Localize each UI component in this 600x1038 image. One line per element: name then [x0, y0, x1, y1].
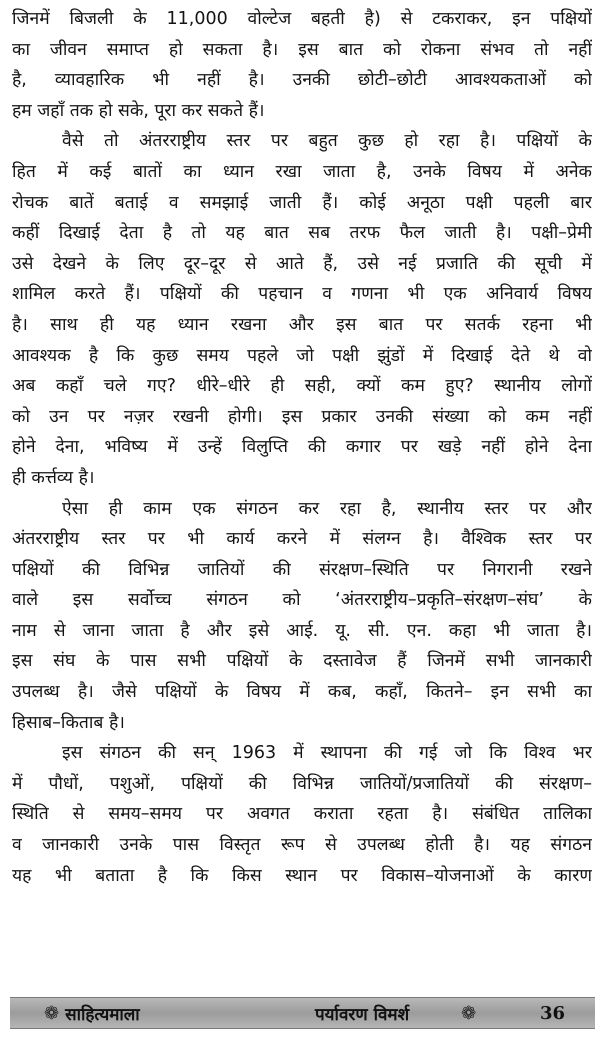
text-line: का जीवन समाप्त हो सकता है। इस बात को रोकना संभव तो नहीं [12, 39, 592, 60]
text-line: को उन पर नज़र रखनी होगी। इस प्रकार उनकी संख्या को कम नहीं [12, 406, 592, 427]
flower-ornament-icon: ❁ [461, 1002, 477, 1024]
paragraph-start-line: वैसे तो अंतरराष्ट्रीय स्तर पर बहुत कुछ हो रहा है। पक्षियों के [62, 131, 592, 152]
book-title: साहित्यमाला [65, 1004, 140, 1025]
text-line: आवश्यक है कि कुछ समय पहले जो पक्षी झुंडों में दिखाई देते थे वो [12, 345, 592, 366]
text-line: स्थिति से समय–समय पर अवगत कराता रहता है। संबंधित तालिका [12, 804, 592, 825]
page-body [12, 4, 592, 891]
text-line: कहीं दिखाई देता है तो यह बात सब तरफ फैल जाती है। पक्षी–प्रेमी [12, 223, 592, 244]
text-line: पक्षियों की विभिन्न जातियों की संरक्षण–स्थिति पर निगरानी रखने [12, 559, 592, 580]
text-line: ही कर्त्तव्य है। [12, 467, 95, 488]
text-line: हित में कई बातों का ध्यान रखा जाता है, उनके विषय में अनेक [12, 161, 592, 182]
text-line: जिनमें बिजली के 11,000 वोल्टेज बहती है) से टकराकर, इन पक्षियों [12, 9, 592, 29]
text-line: यह भी बताता है कि किस स्थान पर विकास–योजनाओं के कारण [12, 865, 592, 886]
text-line: उपलब्ध है। जैसे पक्षियों के विषय में कब, कहाँ, कितने– इन सभी का [12, 682, 592, 703]
page-number: 36 [539, 1002, 565, 1024]
text-line: इस संघ के पास सभी पक्षियों के दस्तावेज हैं जिनमें सभी जानकारी [12, 651, 592, 672]
text-line: अब कहाँ चले गए? धीरे–धीरे ही सही, क्यों कम हुए? स्थानीय लोगों [12, 376, 592, 397]
page-footer [10, 997, 595, 1029]
paragraph-start-line: ऐसा ही काम एक संगठन कर रहा है, स्थानीय स्तर पर और [62, 498, 592, 519]
text-line: होने देना, भविष्य में उन्हें विलुप्ति की कगार पर खड़े नहीं होने देना [12, 437, 592, 458]
text-line: वाले इस सर्वोच्च संगठन को ‘अंतरराष्ट्रीय–प्रकृति–संरक्षण–संघ’ के [12, 590, 592, 611]
text-line: उसे देखने के लिए दूर–दूर से आते हैं, उसे नई प्रजाति की सूची में [12, 253, 592, 274]
text-line: हिसाब–किताब है। [12, 712, 125, 733]
text-line: व जानकारी उनके पास विस्तृत रूप से उपलब्ध होती है। यह संगठन [12, 835, 592, 856]
chapter-title: पर्यावरण विमर्श [315, 1004, 410, 1025]
text-line: नाम से जाना जाता है और इसे आई. यू. सी. एन. कहा भी जाता है। [12, 620, 592, 641]
text-line: है, व्यावहारिक भी नहीं है। उनकी छोटी–छोटी आवश्यकताओं को [12, 70, 592, 91]
text-line: है। साथ ही यह ध्यान रखना और इस बात पर सतर्क रहना भी [12, 314, 592, 335]
paragraph-start-line: इस संगठन की सन् 1963 में स्थापना की गई जो कि विश्व भर [62, 743, 592, 764]
text-line: में पौधों, पशुओं, पक्षियों की विभिन्न जातियों/प्रजातियों की संरक्षण– [12, 773, 592, 794]
text-line: हम जहाँ तक हो सके, पूरा कर सकते हैं। [12, 100, 265, 121]
text-line: अंतरराष्ट्रीय स्तर पर भी कार्य करने में संलग्न है। वैश्विक स्तर पर [12, 529, 592, 550]
text-line: रोचक बातें बताई व समझाई जाती हैं। कोई अनूठा पक्षी पहली बार [12, 192, 592, 213]
text-line: शामिल करते हैं। पक्षियों की पहचान व गणना भी एक अनिवार्य विषय [12, 284, 592, 305]
flower-ornament-icon: ❁ [44, 1002, 60, 1024]
